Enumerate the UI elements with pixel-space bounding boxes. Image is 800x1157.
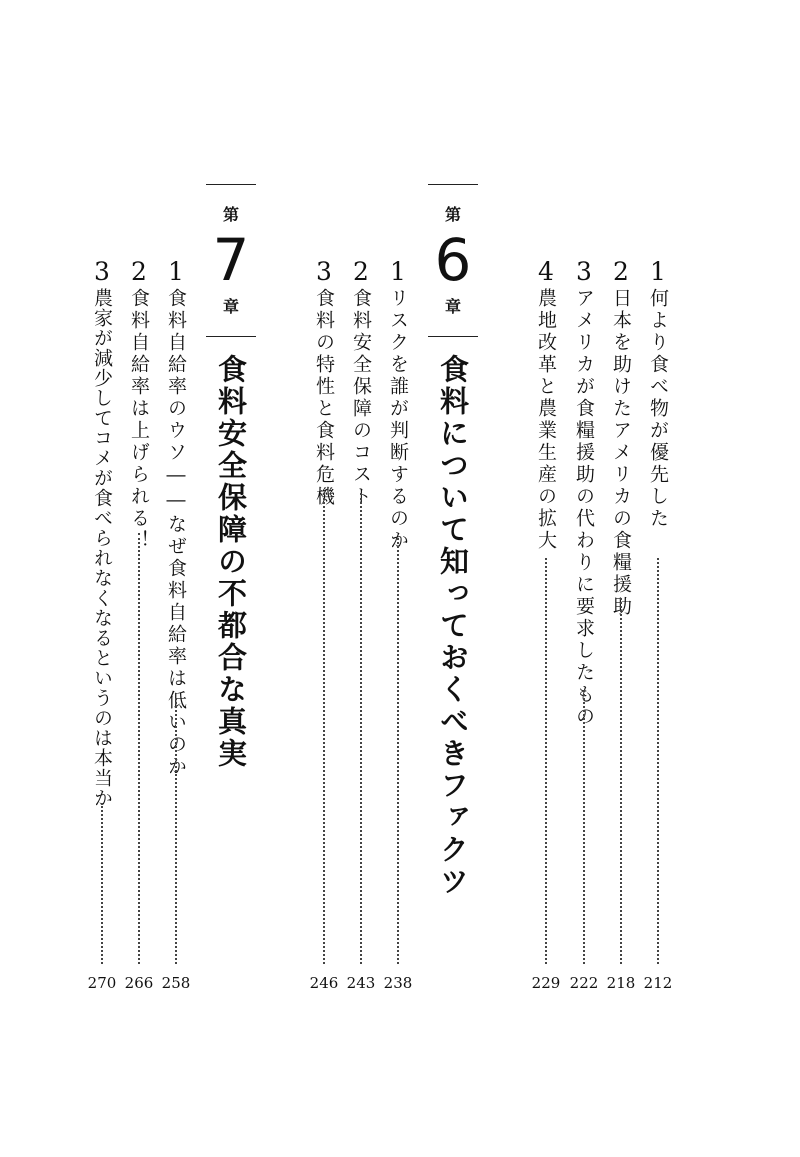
dot-leader — [397, 538, 399, 964]
entry-title: リスクを誰が判断するのか — [387, 288, 409, 552]
entry-title: 農地改革と農業生産の拡大 — [535, 288, 557, 552]
entry-page: 246 — [309, 974, 339, 992]
entry-page: 243 — [346, 974, 376, 992]
toc-entry[interactable] — [641, 258, 675, 998]
dot-leader — [583, 690, 585, 964]
chapter-rule-mid — [206, 336, 256, 337]
entry-page: 238 — [383, 974, 413, 992]
entry-page: 266 — [124, 974, 154, 992]
chapter-suffix: 章 — [444, 297, 461, 316]
chapter-suffix: 章 — [222, 297, 239, 316]
entry-number: 3 — [576, 257, 592, 286]
entry-page: 258 — [161, 974, 191, 992]
chapter-number: 6 — [434, 226, 472, 294]
entry-page: 212 — [643, 974, 673, 992]
dot-leader — [175, 698, 177, 964]
entry-title: 食料安全保障のコスト — [350, 288, 372, 508]
toc-entry[interactable] — [85, 258, 119, 998]
entry-page: 229 — [531, 974, 561, 992]
entry-page: 218 — [606, 974, 636, 992]
entry-title: 食料の特性と食料危機 — [313, 288, 335, 508]
entry-title: 食料自給率は上げられる！ — [128, 288, 150, 552]
entry-number: 2 — [131, 257, 147, 286]
entry-number: 3 — [94, 257, 110, 286]
toc-entry[interactable] — [529, 258, 563, 998]
toc-entry[interactable] — [381, 258, 415, 998]
dot-leader — [360, 493, 362, 964]
entry-page: 270 — [87, 974, 117, 992]
entry-title: 食料自給率のウソ――なぜ食料自給率は低いのか — [165, 288, 187, 778]
dot-leader — [138, 533, 140, 964]
dot-leader — [657, 558, 659, 964]
toc-entry[interactable] — [159, 258, 193, 998]
entry-number: 4 — [538, 257, 554, 286]
entry-page: 222 — [569, 974, 599, 992]
chapter-rule-top — [428, 184, 478, 185]
toc-entry[interactable] — [307, 258, 341, 998]
entry-number: 1 — [650, 257, 666, 286]
dot-leader — [545, 558, 547, 964]
entry-number: 1 — [390, 257, 406, 286]
dot-leader — [323, 493, 325, 964]
chapter-rule-top — [206, 184, 256, 185]
chapter-prefix: 第 — [222, 205, 239, 224]
entry-number: 2 — [353, 257, 369, 286]
chapter-prefix: 第 — [444, 205, 461, 224]
chapter-title: 食料安全保障の不都合な真実 — [214, 354, 248, 770]
dot-leader — [620, 598, 622, 964]
toc-entry[interactable] — [122, 258, 156, 998]
toc-entry[interactable] — [604, 258, 638, 998]
toc-entry[interactable] — [344, 258, 378, 998]
entry-number: 3 — [316, 257, 332, 286]
chapter-number: 7 — [212, 226, 250, 294]
toc-entry[interactable] — [567, 258, 601, 998]
entry-title: 農家が減少してコメが食べられなくなるというのは本当か — [91, 288, 113, 808]
entry-number: 1 — [168, 257, 184, 286]
dot-leader — [101, 803, 103, 964]
entry-number: 2 — [613, 257, 629, 286]
entry-title: アメリカが食糧援助の代わりに要求したもの — [573, 288, 595, 728]
chapter-title: 食料について知っておくべきファクツ — [436, 354, 470, 898]
entry-title: 日本を助けたアメリカの食糧援助 — [610, 288, 632, 618]
entry-title: 何より食べ物が優先した — [647, 288, 669, 530]
chapter-rule-mid — [428, 336, 478, 337]
